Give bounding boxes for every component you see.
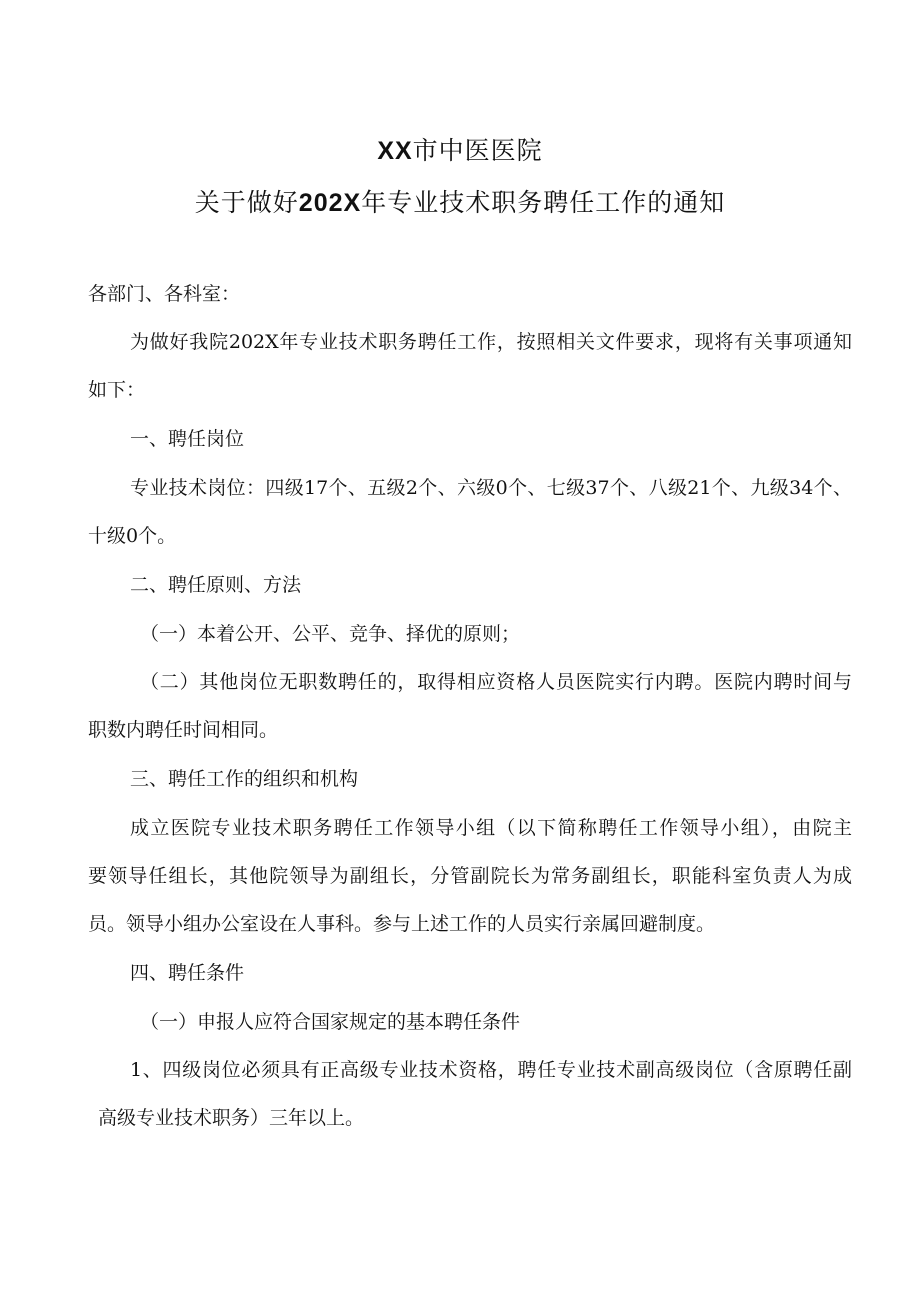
title-year: 202X: [298, 189, 362, 217]
title-line2-rest: 年专业技术职务聘任工作的通知: [361, 188, 726, 217]
section2-item1: （一）本着公开、公平、竞争、择优的原则；: [140, 623, 521, 645]
section3-line3: 员。领导小组办公室设在人事科。参与上述工作的人员实行亲属回避制度。: [88, 913, 716, 935]
section1-line1: 专业技术岗位：四级17个、五级2个、六级0个、七级37个、八级21个、九级34个、: [130, 477, 852, 499]
section3-line2: 要领导任组长，其他院领导为副组长，分管副院长为常务副组长，职能科室负责人为成: [88, 865, 852, 887]
section2-heading: 二、聘任原则、方法: [130, 574, 302, 596]
section4-subheading1: （一）申报人应符合国家规定的基本聘任条件: [140, 1011, 521, 1033]
title-line2-start: 关于做好: [194, 188, 299, 217]
title-prefix: XX: [377, 137, 413, 165]
intro-line2: 如下：: [88, 379, 146, 401]
salutation: 各部门、各科室：: [88, 283, 241, 305]
section3-heading: 三、聘任工作的组织和机构: [130, 768, 359, 790]
section2-item2-line1: （二）其他岗位无职数聘任的，取得相应资格人员医院实行内聘。医院内聘时间与: [140, 671, 852, 693]
title-line1-rest: 市中医医院: [412, 136, 543, 165]
section4-heading: 四、聘任条件: [130, 962, 245, 984]
section4-item1-line1: 1、四级岗位必须具有正高级专业技术资格，聘任专业技术副高级岗位（含原聘任副: [130, 1059, 852, 1081]
document-title-line2: [0, 183, 920, 219]
section4-item1-line2: 高级专业技术职务）三年以上。: [98, 1107, 365, 1129]
intro-line1: 为做好我院202X年专业技术职务聘任工作，按照相关文件要求，现将有关事项通知: [130, 331, 852, 353]
section3-line1: 成立医院专业技术职务聘任工作领导小组（以下简称聘任工作领导小组），由院主: [130, 817, 852, 839]
document-title-line1: [0, 131, 920, 167]
section1-line2: 十级0个。: [88, 525, 177, 547]
section2-item2-line2: 职数内聘任时间相同。: [88, 719, 279, 741]
section1-heading: 一、聘任岗位: [130, 428, 245, 450]
